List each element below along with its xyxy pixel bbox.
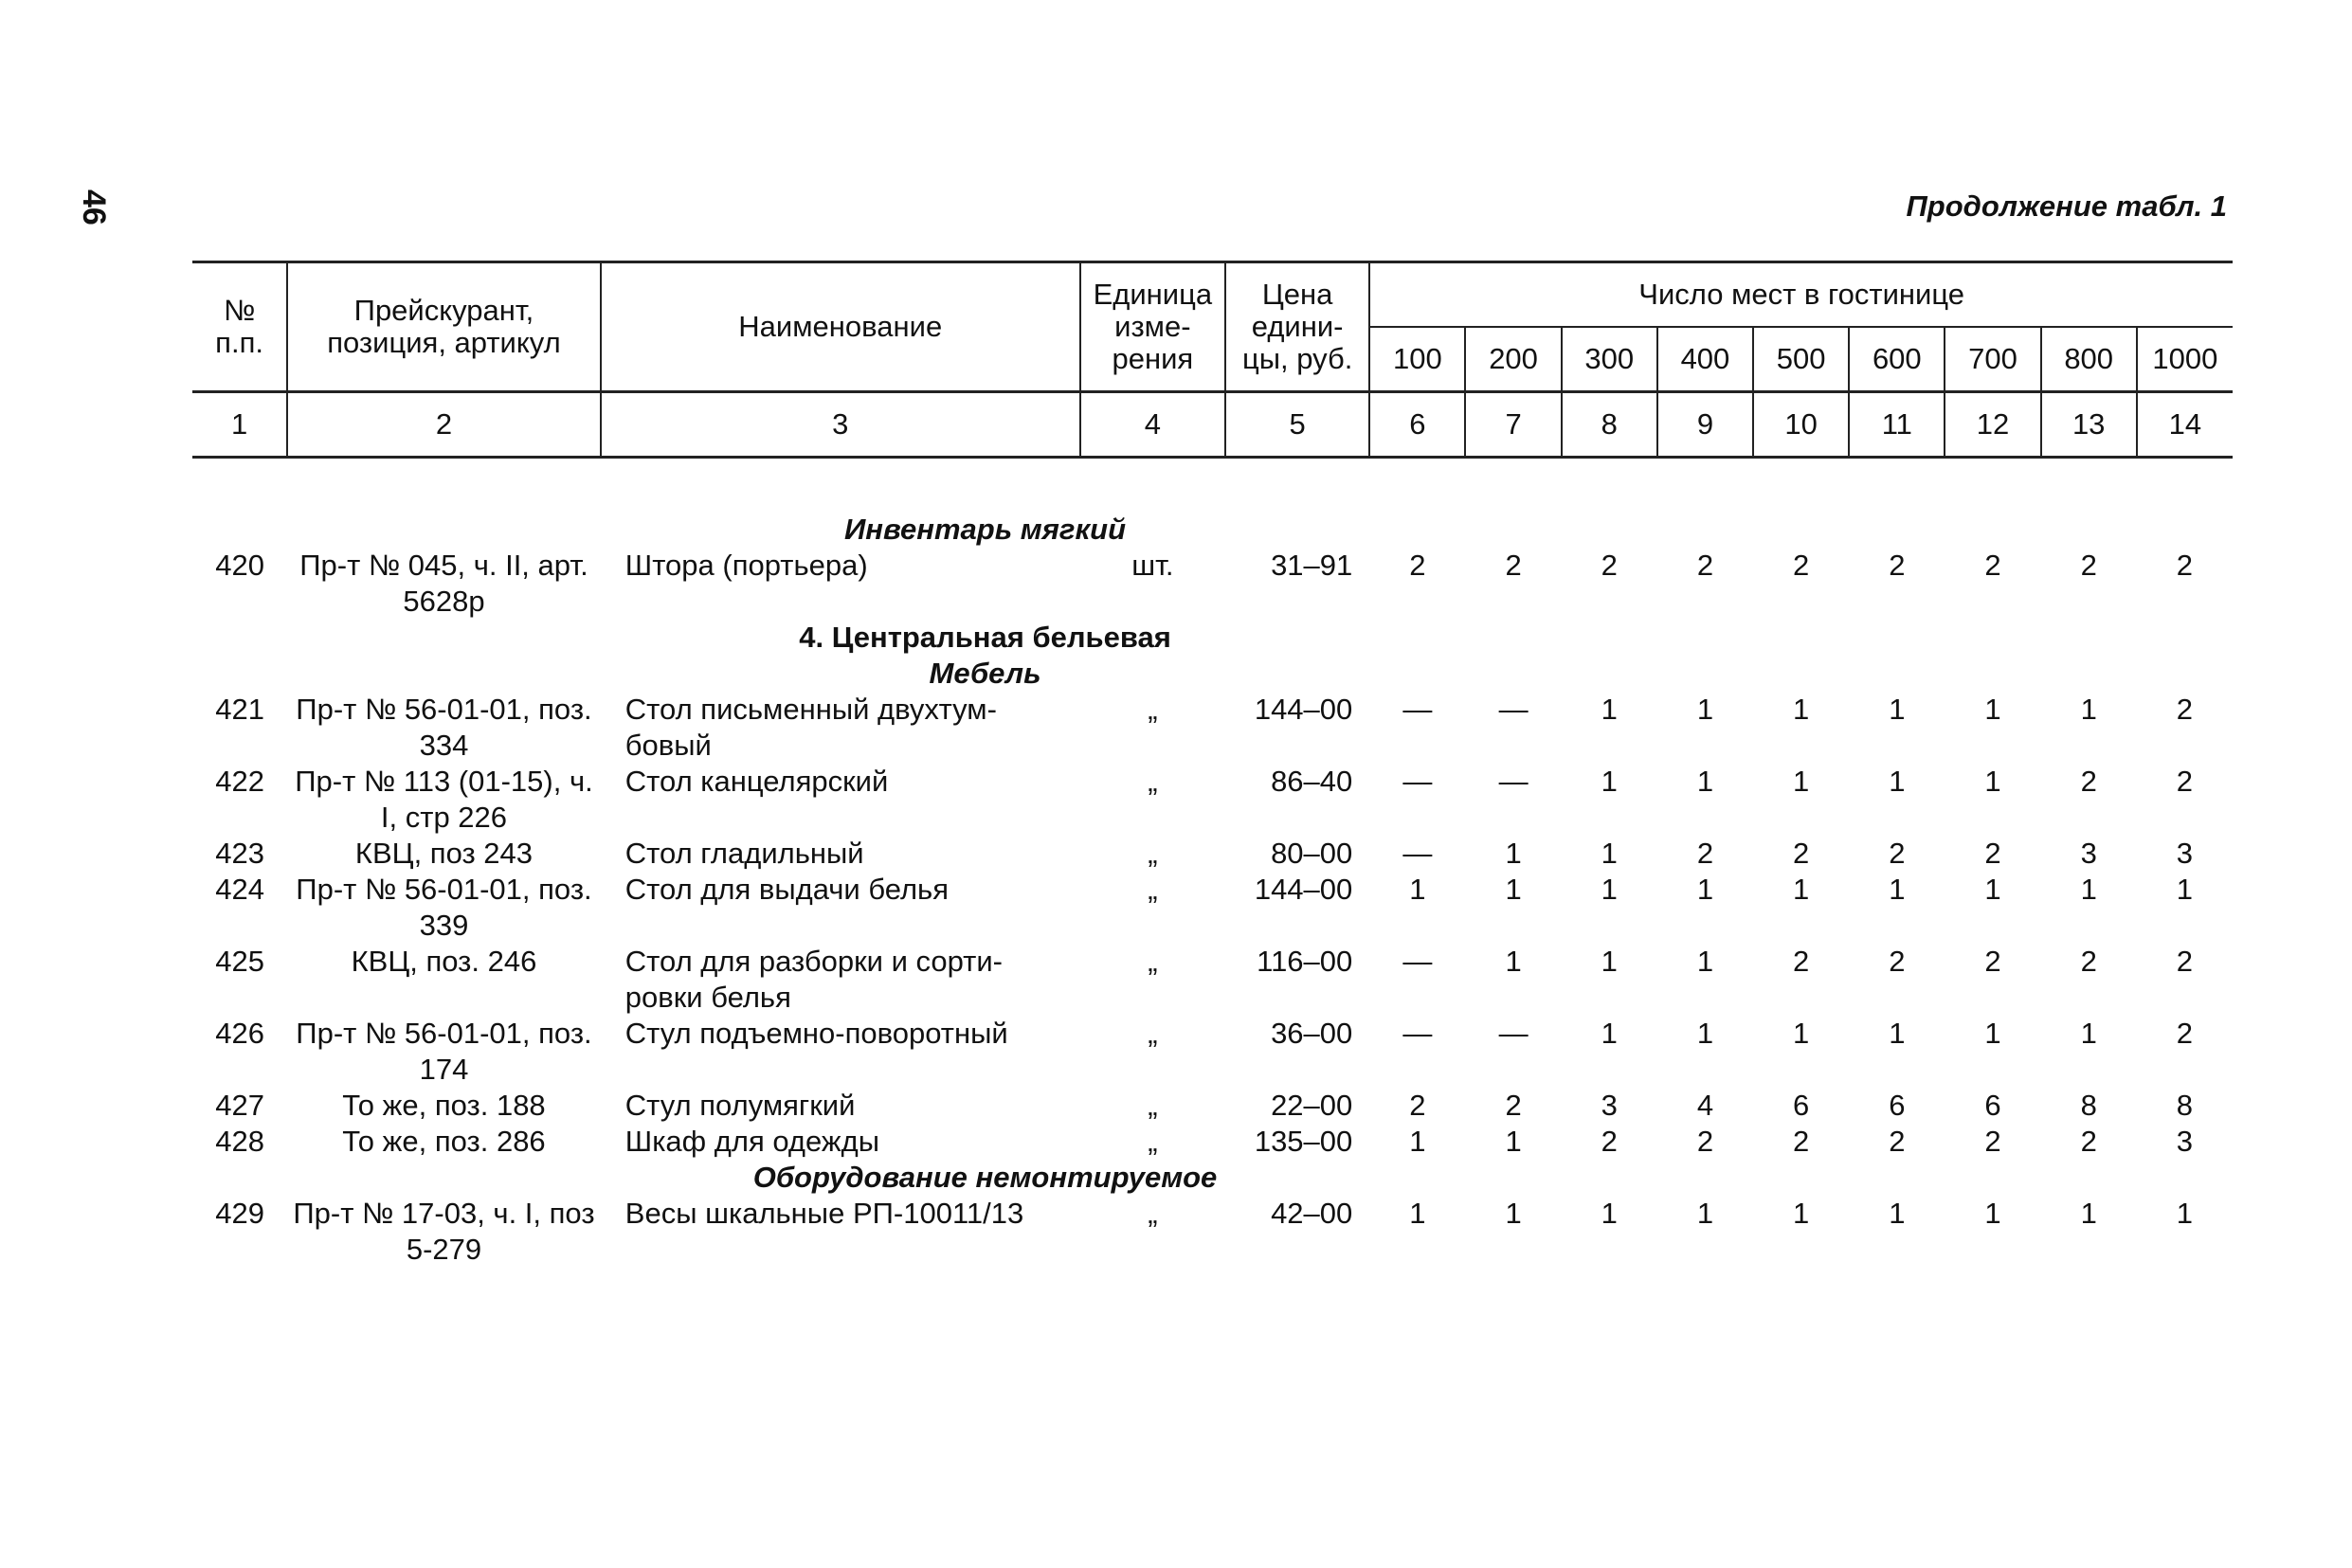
quantity-cell: 4: [1696, 1089, 1714, 1122]
quantity-cell: —: [1402, 765, 1433, 798]
quantity-cell: 6: [1889, 1089, 1906, 1122]
row-number: 427: [215, 1089, 264, 1122]
quantity-cell: 1: [1984, 693, 2001, 726]
item-name: Стол для разборки и сорти-ровки белья: [624, 945, 1003, 1014]
quantity-cell: 3: [2080, 837, 2097, 870]
table-row: [192, 1088, 2233, 1124]
column-number: 13: [2041, 392, 2137, 458]
quantity-cell: 1: [1696, 765, 1714, 798]
quantity-cell: 1: [2080, 1197, 2097, 1230]
quantity-cell: 2: [1793, 549, 1810, 582]
column-number: 2: [287, 392, 601, 458]
quantity-cell: 1: [1889, 873, 1906, 906]
row-number: 420: [215, 549, 264, 582]
unit-price: 86–40: [1271, 765, 1353, 798]
quantity-cell: 2: [1889, 945, 1906, 978]
quantity-cell: 1: [1409, 1197, 1426, 1230]
quantity-cell: —: [1402, 837, 1433, 870]
price-list-reference: КВЦ, поз 243: [354, 837, 534, 870]
quantity-cell: 2: [1793, 837, 1810, 870]
header-capacity: 700: [1945, 327, 2040, 392]
quantity-cell: 1: [1889, 693, 1906, 726]
column-number: 12: [1945, 392, 2040, 458]
quantity-cell: 1: [1601, 873, 1618, 906]
table-row: [192, 1196, 2233, 1268]
quantity-cell: 1: [1696, 1017, 1714, 1050]
column-number-row: [192, 392, 2233, 458]
quantity-cell: —: [1402, 1017, 1433, 1050]
column-number: 7: [1465, 392, 1561, 458]
unit-price: 116–00: [1257, 945, 1353, 978]
quantity-cell: —: [1402, 693, 1433, 726]
table-header: [192, 262, 2233, 458]
empty-cell: [1369, 656, 2233, 692]
table-continuation-label: Продолжение табл. 1: [1906, 189, 2227, 223]
column-number: 6: [1369, 392, 1465, 458]
item-name: Стол гладильный: [624, 837, 864, 870]
quantity-cell: 1: [1601, 837, 1618, 870]
price-list-reference: КВЦ, поз. 246: [351, 945, 537, 978]
quantity-cell: 2: [2080, 945, 2097, 978]
quantity-cell: 2: [1984, 549, 2001, 582]
header-capacity: 400: [1657, 327, 1753, 392]
category-heading: Оборудование немонтируемое: [752, 1161, 1218, 1194]
price-list-reference: Пр-т № 17-03, ч. I, поз 5-279: [293, 1197, 595, 1266]
row-number: 421: [215, 693, 264, 726]
table-row: [192, 692, 2233, 764]
unit-of-measure: „: [1148, 873, 1158, 906]
column-number: 5: [1225, 392, 1369, 458]
table-row: [192, 944, 2233, 1016]
header-capacity: 300: [1562, 327, 1657, 392]
quantity-cell: 3: [2176, 837, 2194, 870]
column-number: 3: [601, 392, 1080, 458]
quantity-cell: 1: [1696, 1197, 1714, 1230]
header-capacity: 600: [1849, 327, 1945, 392]
quantity-cell: 2: [2080, 549, 2097, 582]
price-list-reference: То же, поз. 286: [342, 1125, 546, 1158]
price-list-reference: Пр-т № 56-01-01, поз. 339: [296, 873, 592, 942]
category-heading-row: [192, 512, 2233, 548]
quantity-cell: 2: [1601, 549, 1618, 582]
column-number: 8: [1562, 392, 1657, 458]
quantity-cell: 2: [2176, 693, 2194, 726]
quantity-cell: 8: [2080, 1089, 2097, 1122]
unit-price: 22–00: [1271, 1089, 1353, 1122]
quantity-cell: 2: [1889, 837, 1906, 870]
table-row: [192, 1016, 2233, 1088]
unit-of-measure: шт.: [1131, 549, 1174, 582]
price-list-reference: Пр-т № 113 (01-15), ч. I, стр 226: [295, 765, 593, 834]
item-name: Весы шкальные РП-10011/13: [624, 1197, 1024, 1230]
header-capacity: 100: [1369, 327, 1465, 392]
quantity-cell: 2: [1984, 837, 2001, 870]
page-number: 46: [76, 189, 112, 225]
quantity-cell: 2: [1984, 945, 2001, 978]
quantity-cell: 2: [1696, 549, 1714, 582]
quantity-cell: 2: [1696, 837, 1714, 870]
category-heading-row: [192, 1160, 2233, 1196]
quantity-cell: 1: [1505, 1197, 1522, 1230]
table-row: [192, 836, 2233, 872]
unit-price: 144–00: [1254, 873, 1353, 906]
quantity-cell: 2: [2080, 1125, 2097, 1158]
header-capacity-group: Число мест в гостинице: [1369, 262, 2233, 328]
quantity-cell: 1: [1793, 1197, 1810, 1230]
item-name: Стул полумягкий: [624, 1089, 856, 1122]
unit-price: 144–00: [1254, 693, 1353, 726]
table-row: [192, 1124, 2233, 1160]
header-unit: Единица изме-рения: [1080, 262, 1225, 392]
quantity-cell: 1: [1601, 693, 1618, 726]
quantity-cell: 2: [2176, 765, 2194, 798]
empty-cell: [192, 1160, 601, 1196]
empty-cell: [1369, 512, 2233, 548]
equipment-table: [192, 261, 2233, 1268]
row-number: 429: [215, 1197, 264, 1230]
quantity-cell: 1: [1889, 1017, 1906, 1050]
item-name: Штора (портьера): [624, 549, 868, 582]
item-name: Стол канцелярский: [624, 765, 889, 798]
item-name: Стол письменный двухтум-бовый: [624, 693, 997, 762]
unit-of-measure: „: [1148, 693, 1158, 726]
quantity-cell: 1: [1601, 945, 1618, 978]
column-number: 10: [1753, 392, 1849, 458]
quantity-cell: 1: [1793, 873, 1810, 906]
quantity-cell: —: [1498, 765, 1529, 798]
header-price-list: Прейскурант, позиция, артикул: [287, 262, 601, 392]
column-number: 9: [1657, 392, 1753, 458]
quantity-cell: 6: [1984, 1089, 2001, 1122]
category-heading: Инвентарь мягкий: [844, 513, 1127, 546]
category-heading: Мебель: [929, 657, 1041, 690]
quantity-cell: 3: [1601, 1089, 1618, 1122]
quantity-cell: 1: [1505, 837, 1522, 870]
unit-price: 42–00: [1271, 1197, 1353, 1230]
unit-of-measure: „: [1148, 837, 1158, 870]
quantity-cell: 1: [1984, 765, 2001, 798]
column-number: 1: [192, 392, 287, 458]
unit-price: 31–91: [1271, 549, 1353, 582]
quantity-cell: 2: [1984, 1125, 2001, 1158]
price-list-reference: Пр-т № 045, ч. II, арт. 5628р: [299, 549, 588, 618]
table-row: [192, 548, 2233, 620]
quantity-cell: 1: [1409, 873, 1426, 906]
quantity-cell: 1: [1409, 1125, 1426, 1158]
header-name: Наименование: [601, 262, 1080, 392]
header-row-number: № п.п.: [192, 262, 287, 392]
empty-cell: [192, 512, 601, 548]
quantity-cell: 1: [1889, 1197, 1906, 1230]
item-name: Шкаф для одежды: [624, 1125, 880, 1158]
empty-cell: [192, 620, 601, 656]
quantity-cell: 2: [1696, 1125, 1714, 1158]
price-list-reference: Пр-т № 56-01-01, поз. 334: [296, 693, 592, 762]
quantity-cell: 1: [1505, 873, 1522, 906]
quantity-cell: 1: [1889, 765, 1906, 798]
quantity-cell: —: [1498, 1017, 1529, 1050]
quantity-cell: 3: [2176, 1125, 2194, 1158]
item-name: Стол для выдачи белья: [624, 873, 949, 906]
row-number: 424: [215, 873, 264, 906]
empty-cell: [1369, 620, 2233, 656]
quantity-cell: 2: [1505, 1089, 1522, 1122]
quantity-cell: 1: [1984, 1017, 2001, 1050]
quantity-cell: 1: [1984, 1197, 2001, 1230]
row-number: 426: [215, 1017, 264, 1050]
price-list-reference: Пр-т № 56-01-01, поз. 174: [296, 1017, 592, 1086]
quantity-cell: 2: [1409, 1089, 1426, 1122]
unit-of-measure: „: [1148, 1017, 1158, 1050]
column-number: 11: [1849, 392, 1945, 458]
header-capacity: 200: [1465, 327, 1561, 392]
row-number: 425: [215, 945, 264, 978]
unit-price: 36–00: [1271, 1017, 1353, 1050]
quantity-cell: 1: [1601, 765, 1618, 798]
row-number: 423: [215, 837, 264, 870]
quantity-cell: 1: [1793, 765, 1810, 798]
quantity-cell: 2: [1409, 549, 1426, 582]
quantity-cell: 1: [1505, 1125, 1522, 1158]
quantity-cell: 2: [2080, 765, 2097, 798]
spacer-row: [192, 458, 2233, 513]
column-number: 14: [2137, 392, 2233, 458]
quantity-cell: 2: [2176, 1017, 2194, 1050]
quantity-cell: 1: [1601, 1017, 1618, 1050]
table-row: [192, 872, 2233, 944]
column-number: 4: [1080, 392, 1225, 458]
empty-cell: [192, 656, 601, 692]
quantity-cell: 2: [2176, 549, 2194, 582]
quantity-cell: 1: [2080, 693, 2097, 726]
quantity-cell: 2: [2176, 945, 2194, 978]
quantity-cell: 1: [1505, 945, 1522, 978]
chapter-heading: 4. Центральная бельевая: [799, 621, 1171, 654]
quantity-cell: 1: [2176, 1197, 2194, 1230]
unit-of-measure: „: [1148, 945, 1158, 978]
header-price: Цена едини-цы, руб.: [1225, 262, 1369, 392]
quantity-cell: 1: [2080, 1017, 2097, 1050]
quantity-cell: 2: [1793, 1125, 1810, 1158]
unit-price: 135–00: [1254, 1125, 1353, 1158]
quantity-cell: 2: [1889, 549, 1906, 582]
row-number: 428: [215, 1125, 264, 1158]
quantity-cell: 6: [1793, 1089, 1810, 1122]
header-capacity: 1000: [2137, 327, 2233, 392]
unit-of-measure: „: [1148, 1089, 1158, 1122]
category-heading-row: [192, 656, 2233, 692]
unit-of-measure: „: [1148, 765, 1158, 798]
header-capacity: 500: [1753, 327, 1849, 392]
quantity-cell: 1: [1696, 873, 1714, 906]
unit-of-measure: „: [1148, 1197, 1158, 1230]
empty-cell: [1369, 1160, 2233, 1196]
quantity-cell: 1: [1601, 1197, 1618, 1230]
quantity-cell: —: [1402, 945, 1433, 978]
quantity-cell: 1: [2176, 873, 2194, 906]
quantity-cell: 1: [1696, 945, 1714, 978]
quantity-cell: 1: [2080, 873, 2097, 906]
quantity-cell: 2: [1505, 549, 1522, 582]
quantity-cell: 1: [1984, 873, 2001, 906]
quantity-cell: 1: [1696, 693, 1714, 726]
quantity-cell: 2: [1889, 1125, 1906, 1158]
header-capacity: 800: [2041, 327, 2137, 392]
quantity-cell: 2: [1601, 1125, 1618, 1158]
quantity-cell: —: [1498, 693, 1529, 726]
unit-price: 80–00: [1271, 837, 1353, 870]
item-name: Стул подъемно-поворотный: [624, 1017, 1008, 1050]
table-row: [192, 764, 2233, 836]
quantity-cell: 1: [1793, 693, 1810, 726]
price-list-reference: То же, поз. 188: [342, 1089, 546, 1122]
table-body: [192, 458, 2233, 1269]
quantity-cell: 2: [1793, 945, 1810, 978]
unit-of-measure: „: [1148, 1125, 1158, 1158]
chapter-heading-row: [192, 620, 2233, 656]
row-number: 422: [215, 765, 264, 798]
quantity-cell: 8: [2176, 1089, 2194, 1122]
quantity-cell: 1: [1793, 1017, 1810, 1050]
